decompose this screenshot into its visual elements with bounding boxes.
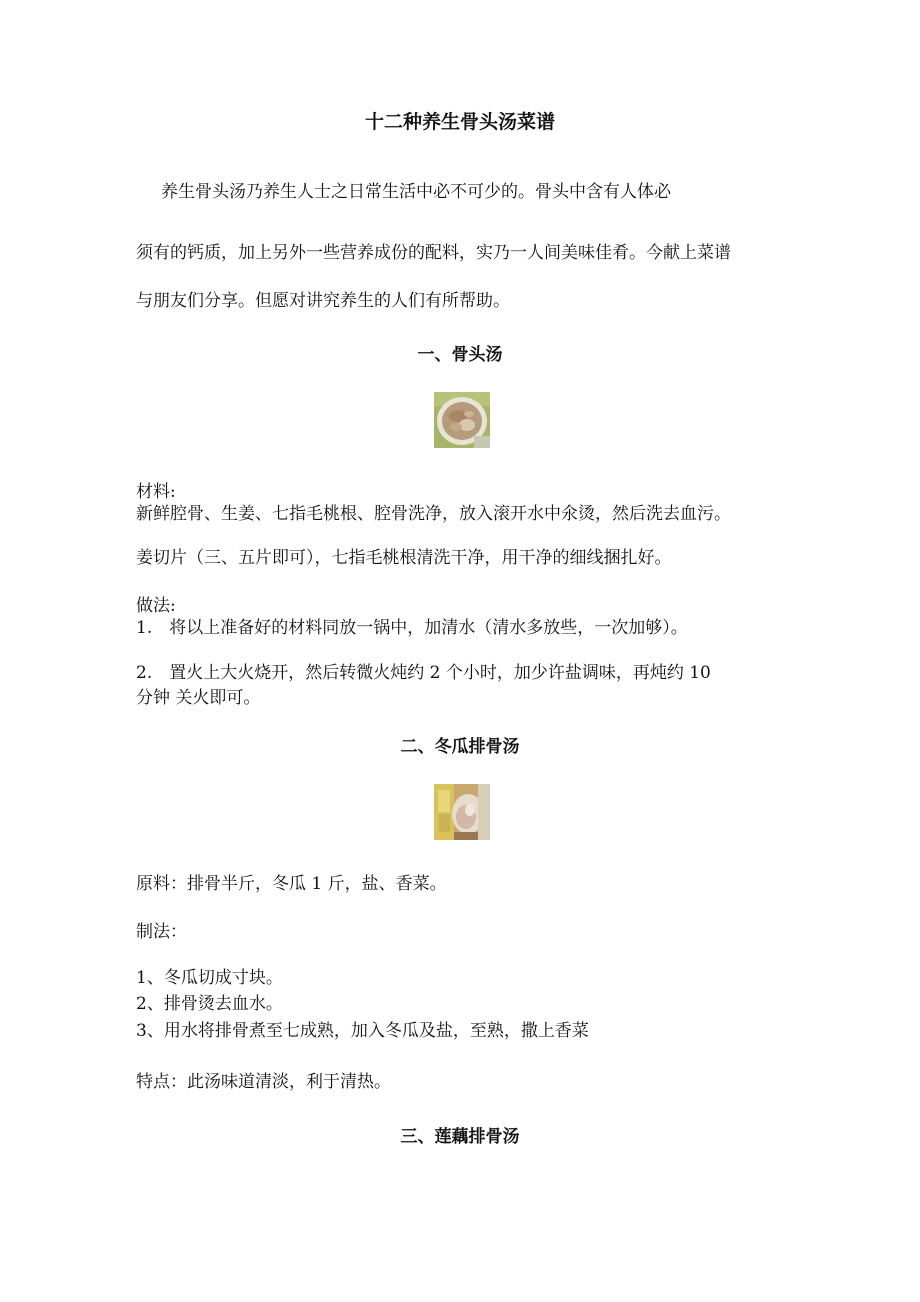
feature-line: 特点：此汤味道清淡，利于清热。 [136, 1072, 391, 1092]
section-2-heading: 二、冬瓜排骨汤 [400, 737, 520, 757]
materials-line-2: 姜切片（三、五片即可），七指毛桃根清洗干净，用干净的细线捆扎好。 [136, 548, 672, 568]
method-label: 做法: [136, 596, 176, 616]
winter-melon-soup-photo [434, 784, 490, 840]
method-step-2-cont: 分钟 关火即可。 [136, 688, 261, 708]
ingredients-line: 原料：排骨半斤，冬瓜 1 斤，盐、香菜。 [136, 874, 447, 894]
method-step-1: 1. 将以上准备好的材料同放一锅中，加清水（清水多放些，一次加够）。 [136, 618, 688, 638]
page-title: 十二种养生骨头汤菜谱 [364, 111, 555, 133]
step-line-3: 3、用水将排骨煮至七成熟，加入冬瓜及盐，至熟，撒上香菜 [136, 1021, 589, 1041]
method-label-2: 制法： [136, 922, 187, 942]
intro-line-1: 养生骨头汤乃养生人士之日常生活中必不可少的。骨头中含有人体必 [161, 182, 671, 202]
materials-line-1: 新鲜腔骨、生姜、七指毛桃根、腔骨洗净，放入滚开水中氽烫，然后洗去血污。 [136, 504, 731, 524]
method-step-2: 2. 置火上大火烧开，然后转微火炖约 2 个小时，加少许盐调味，再炖约 10 [136, 663, 711, 683]
materials-label: 材料: [136, 482, 176, 502]
intro-line-3: 与朋友们分享。但愿对讲究养生的人们有所帮助。 [136, 291, 510, 311]
intro-line-2: 须有的钙质，加上另外一些营养成份的配料，实乃一人间美味佳肴。今献上菜谱 [136, 243, 731, 263]
section-1-heading: 一、骨头汤 [417, 345, 503, 365]
section-3-heading: 三、莲藕排骨汤 [400, 1127, 520, 1147]
bone-soup-photo [434, 392, 490, 448]
step-line-2: 2、排骨烫去血水。 [136, 994, 283, 1014]
step-line-1: 1、冬瓜切成寸块。 [136, 968, 283, 988]
